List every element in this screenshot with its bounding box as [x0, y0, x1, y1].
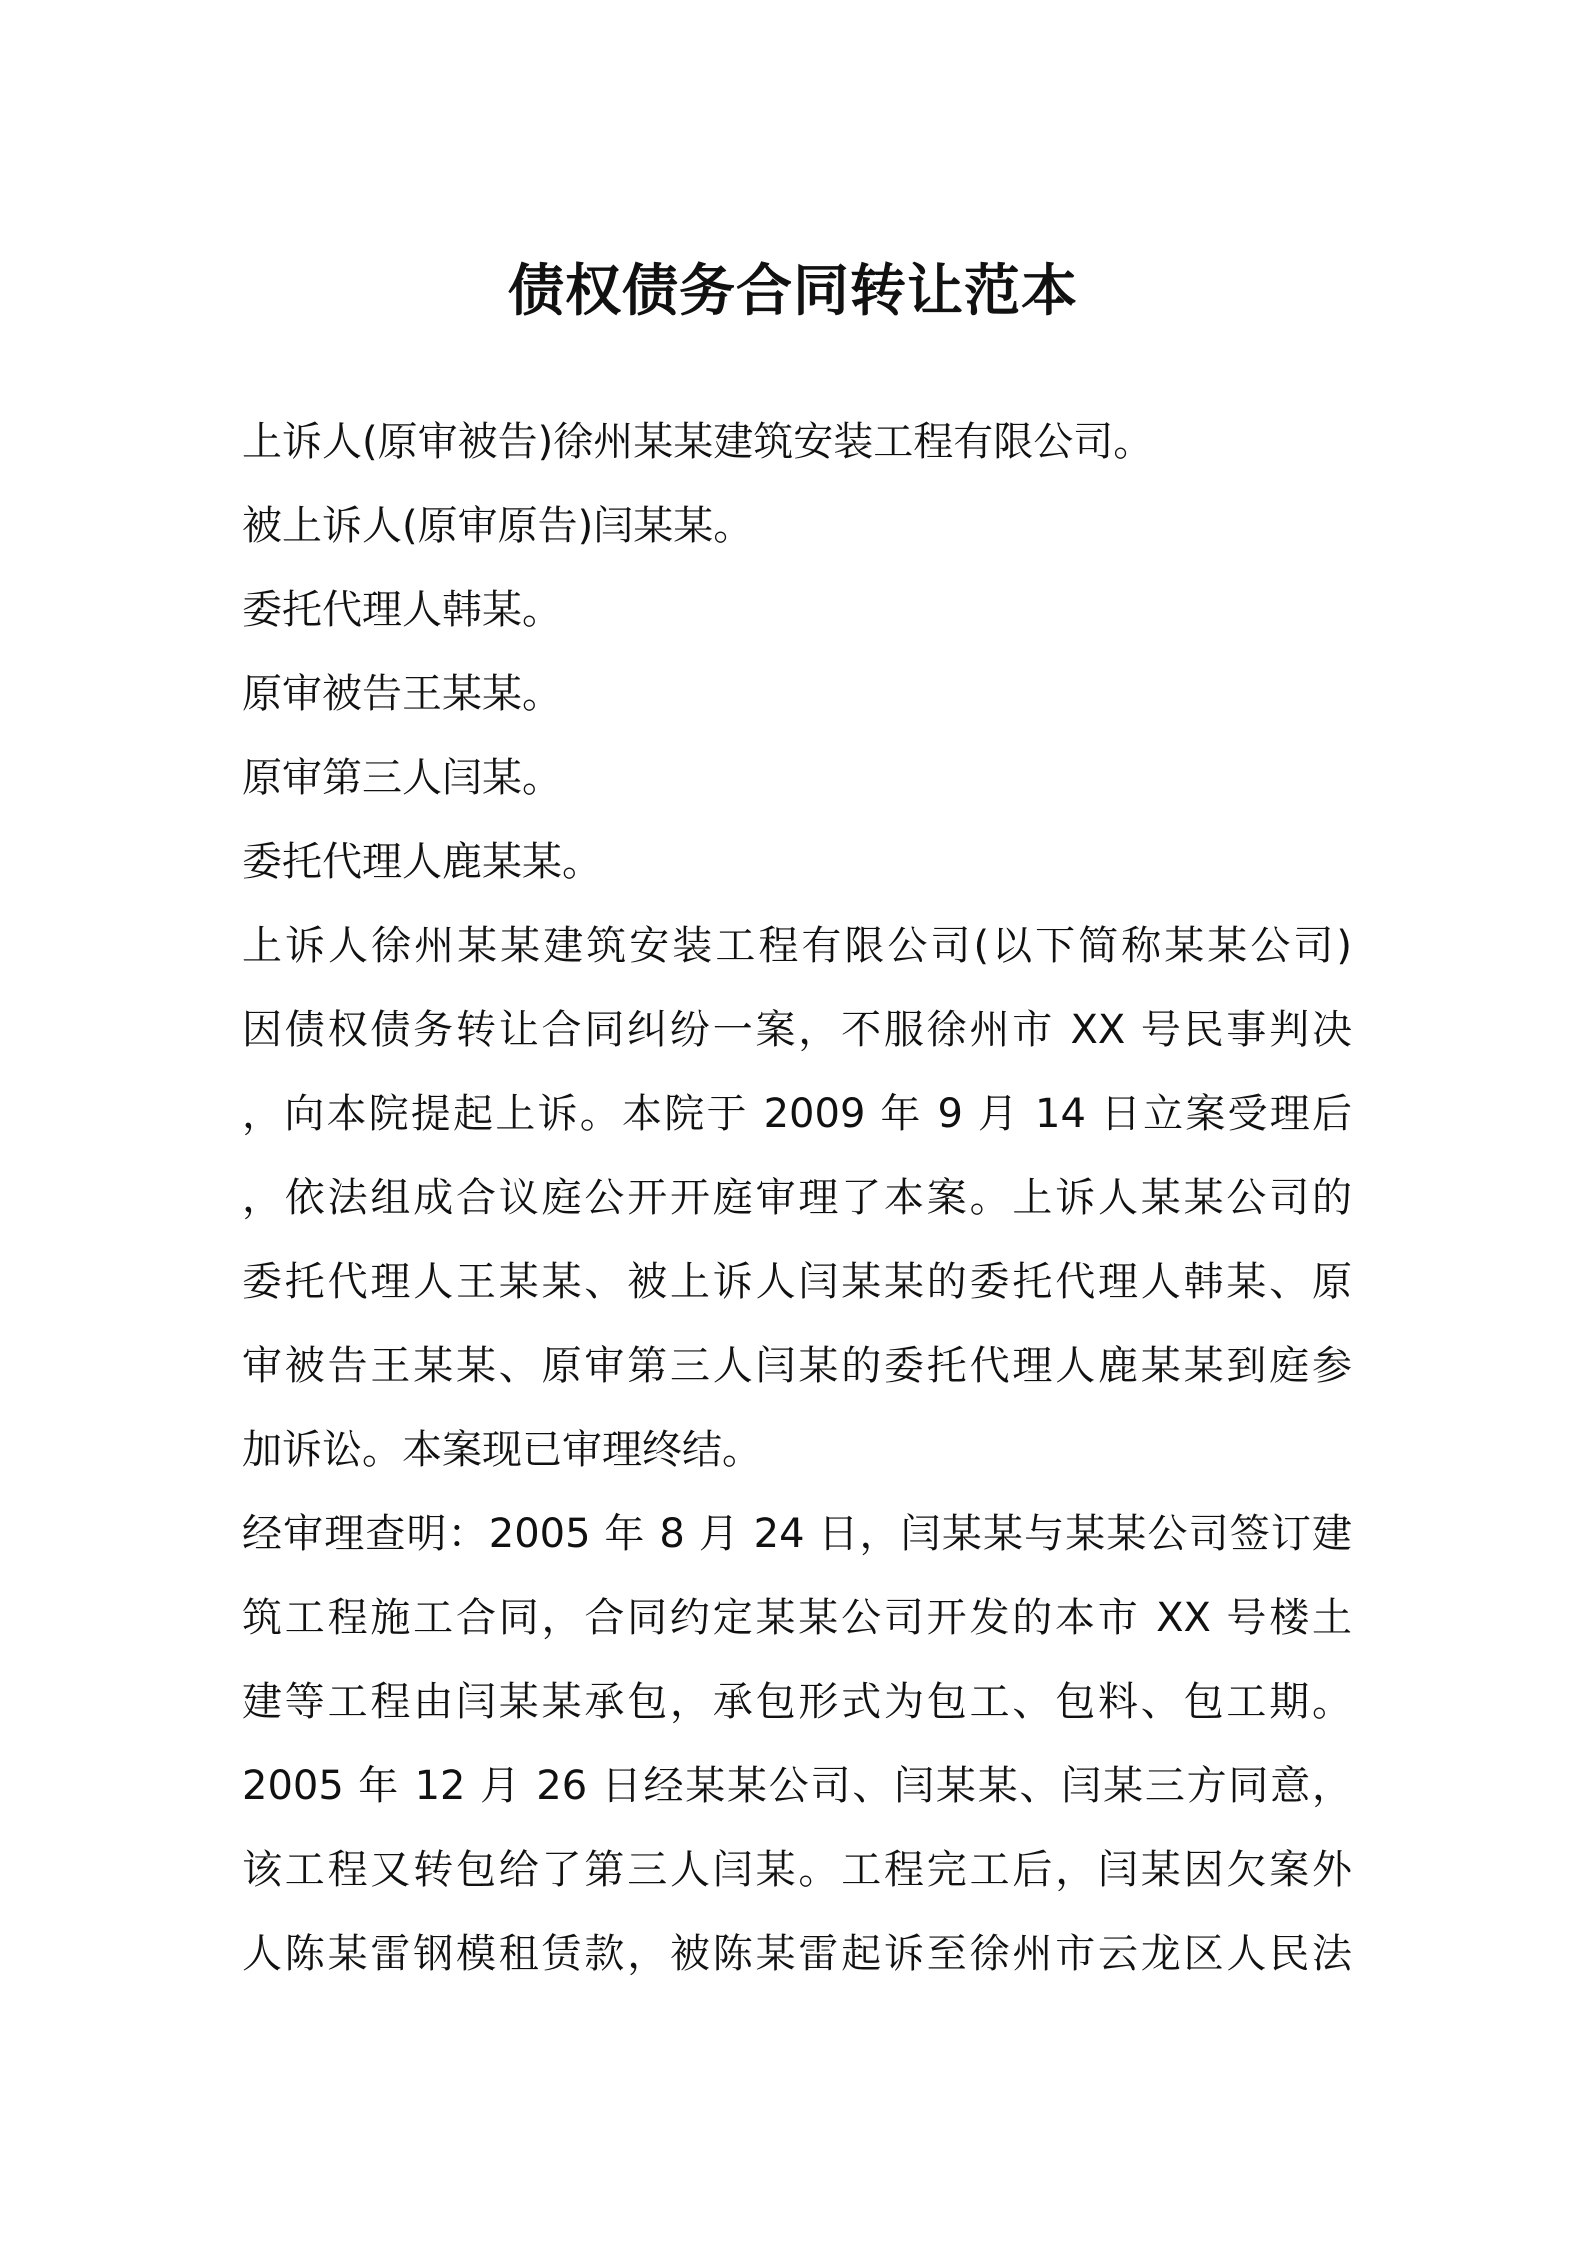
text-line: 人陈某雷钢模租赁款，被陈某雷起诉至徐州市云龙区人民法: [242, 1931, 1352, 1977]
document-title: 债权债务合同转让范本: [508, 259, 1078, 324]
text-line: 加诉讼。本案现已审理终结。: [242, 1427, 762, 1473]
text-line: 委托代理人鹿某某。: [242, 839, 602, 885]
text-line: 上诉人徐州某某建筑安装工程有限公司(以下简称某某公司): [242, 923, 1352, 969]
text-line: 被上诉人(原审原告)闫某某。: [242, 503, 754, 549]
text-line: 委托代理人王某某、被上诉人闫某某的委托代理人韩某、原: [242, 1259, 1352, 1305]
text-line: 该工程又转包给了第三人闫某。工程完工后，闫某因欠案外: [242, 1847, 1352, 1893]
text-line: 审被告王某某、原审第三人闫某的委托代理人鹿某某到庭参: [242, 1343, 1352, 1389]
text-line: 因债权债务转让合同纠纷一案，不服徐州市 XX 号民事判决: [242, 1007, 1352, 1053]
text-line: 上诉人(原审被告)徐州某某建筑安装工程有限公司。: [242, 419, 1154, 465]
text-line: 经审理查明：2005 年 8 月 24 日，闫某某与某某公司签订建: [242, 1511, 1352, 1557]
text-line: ，依法组成合议庭公开开庭审理了本案。上诉人某某公司的: [242, 1175, 1352, 1221]
text-line: 筑工程施工合同，合同约定某某公司开发的本市 XX 号楼土: [242, 1595, 1352, 1641]
text-line: 原审第三人闫某。: [242, 755, 562, 801]
text-line: 建等工程由闫某某承包，承包形式为包工、包料、包工期。: [242, 1679, 1352, 1725]
text-line: 原审被告王某某。: [242, 671, 562, 717]
text-line: ，向本院提起上诉。本院于 2009 年 9 月 14 日立案受理后: [242, 1091, 1352, 1137]
text-line: 委托代理人韩某。: [242, 587, 562, 633]
text-line: 2005 年 12 月 26 日经某某公司、闫某某、闫某三方同意，: [242, 1763, 1352, 1809]
